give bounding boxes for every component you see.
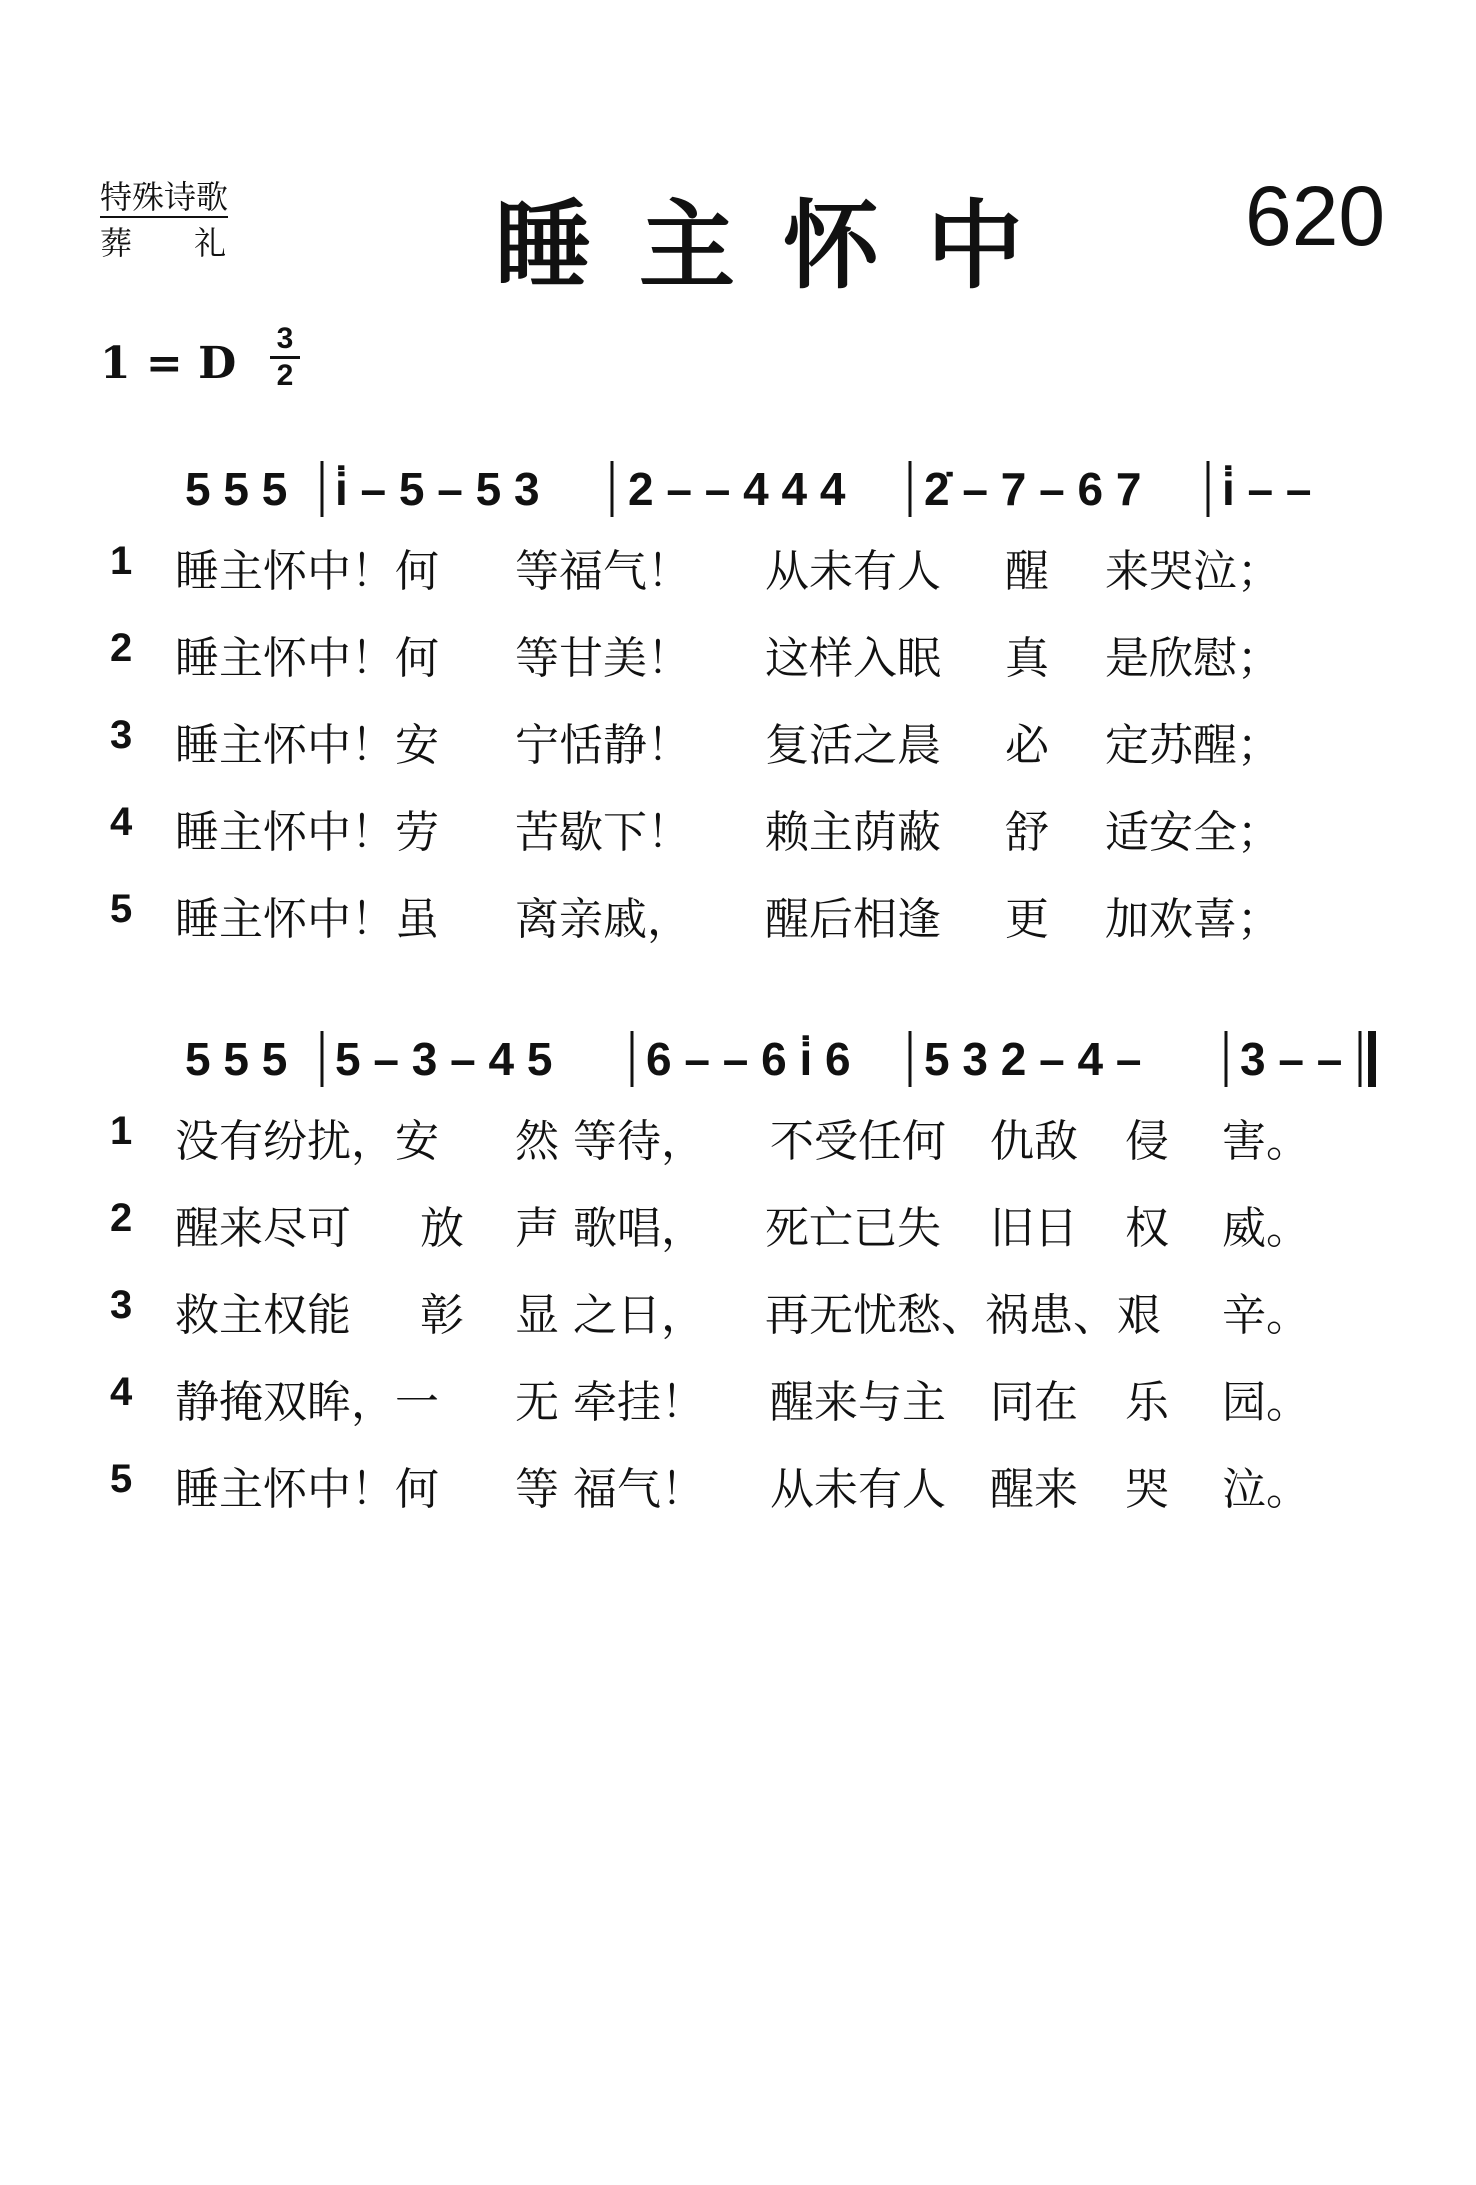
verse-line (0, 883, 1476, 953)
verse-number: 4 (110, 800, 133, 844)
lyric-segment: 定苏醒； (1105, 720, 1281, 771)
lyric-segment: 乐 (1125, 1377, 1169, 1428)
lyric-segment: 辛。 (1222, 1290, 1310, 1341)
lyric-segment: 从未有人 (765, 546, 941, 597)
lyric-segment: 同在 (990, 1377, 1078, 1428)
verse-number: 5 (110, 887, 133, 931)
lyric-segment: 睡主怀中！何 (175, 546, 439, 597)
lyric-segment: 旧日 (990, 1203, 1078, 1254)
category-label: 特殊诗歌 (100, 178, 229, 216)
lyric-segment: 更 (1005, 894, 1049, 945)
lyric-segment: 适安全； (1105, 807, 1281, 858)
verse-line (0, 1366, 1476, 1436)
lyric-segment: 无 牵挂！ (515, 1377, 705, 1428)
lyric-segment: 醒来 (990, 1464, 1078, 1515)
verse-number: 5 (110, 1457, 133, 1501)
lyric-segment: 这样入眠 (765, 633, 941, 684)
verse-number: 3 (110, 1283, 133, 1327)
lyric-segment: 声 歌唱， (515, 1203, 705, 1254)
lyric-segment: 离亲戚， (515, 894, 691, 945)
lyric-segment: 宁恬静！ (515, 720, 691, 771)
lyric-segment: 醒后相逢 (765, 894, 941, 945)
lyric-segment: 等福气！ (515, 546, 691, 597)
lyric-segment: 然 等待， (515, 1116, 705, 1167)
lyric-segment: 放 (420, 1203, 464, 1254)
time-signature-bottom: 2 (276, 359, 294, 392)
lyric-segment: 哭 (1125, 1464, 1169, 1515)
final-barline-thick (1368, 1031, 1376, 1087)
lyric-segment: 舒 (1005, 807, 1049, 858)
lyric-segment: 真 (1005, 633, 1049, 684)
barlines (0, 455, 1476, 525)
lyric-segment: 静掩双眸，一 (175, 1377, 439, 1428)
lyric-segment: 醒 (1005, 546, 1049, 597)
lyric-segment: 权 (1125, 1203, 1169, 1254)
verse-number: 3 (110, 713, 133, 757)
measure: 2̇ – 7 – 6 7 (924, 463, 1142, 515)
lyric-segment: 睡主怀中！何 (175, 633, 439, 684)
lyric-segment: 等 福气！ (515, 1464, 705, 1515)
verse-line (0, 709, 1476, 779)
subcategory-label: 葬 礼 (100, 224, 253, 262)
lyric-segment: 从未有人 (770, 1464, 946, 1515)
lyric-segment: 睡主怀中！虽 (175, 894, 439, 945)
measure: 3 – – (1240, 1033, 1343, 1085)
lyric-segment: 死亡已失 (765, 1203, 941, 1254)
time-signature-top: 3 (270, 322, 300, 359)
measure: 5 5 5 (185, 1033, 288, 1085)
measure: i̇ – – (1222, 463, 1312, 515)
lyric-segment: 仇敌 (990, 1116, 1078, 1167)
verse-line (0, 796, 1476, 866)
lyric-segment: 醒来尽可 (175, 1203, 351, 1254)
verse-number: 2 (110, 626, 133, 670)
lyric-segment: 园。 (1222, 1377, 1310, 1428)
verse-line (0, 622, 1476, 692)
lyric-segment: 赖主荫蔽 (765, 807, 941, 858)
time-signature (270, 322, 300, 393)
lyric-segment: 加欢喜； (1105, 894, 1281, 945)
lyric-segment: 彰 (420, 1290, 464, 1341)
verse-number: 1 (110, 1109, 133, 1153)
hymn-number: 620 (1245, 169, 1386, 263)
lyric-segment: 威。 (1222, 1203, 1310, 1254)
verse-line (0, 1279, 1476, 1349)
barlines (0, 1025, 1476, 1095)
lyric-segment: 醒来与主 (770, 1377, 946, 1428)
verse-line (0, 1453, 1476, 1523)
lyric-segment: 睡主怀中！安 (175, 720, 439, 771)
measure: 5 5 5 (185, 463, 288, 515)
measure: 6 – – 6 i̇ 6 (646, 1033, 851, 1085)
lyric-segment: 不受任何 (770, 1116, 946, 1167)
lyric-segment: 没有纷扰，安 (175, 1116, 439, 1167)
lyric-segment: 睡主怀中！劳 (175, 807, 439, 858)
lyric-segment: 再无忧愁、祸患、艰 (765, 1290, 1161, 1341)
measure: 5 3 2 – 4 – (924, 1033, 1142, 1085)
lyric-segment: 泣。 (1222, 1464, 1310, 1515)
measure: 2 – – 4 4 4 (628, 463, 846, 515)
lyric-segment: 来哭泣； (1105, 546, 1281, 597)
measure: 5 – 3 – 4 5 (335, 1033, 553, 1085)
hymn-title: 睡主怀中 (495, 190, 1071, 302)
key-signature: 1 = D (100, 338, 237, 389)
lyric-segment: 必 (1005, 720, 1049, 771)
verse-number: 2 (110, 1196, 133, 1240)
verse-line (0, 1192, 1476, 1262)
verse-number: 4 (110, 1370, 133, 1414)
lyric-segment: 侵 (1125, 1116, 1169, 1167)
verse-line (0, 1105, 1476, 1175)
lyric-segment: 苦歇下！ (515, 807, 691, 858)
measure: i̇ – 5 – 5 3 (335, 463, 540, 515)
lyric-segment: 等甘美！ (515, 633, 691, 684)
lyric-segment: 睡主怀中！何 (175, 1464, 439, 1515)
lyric-segment: 是欣慰； (1105, 633, 1281, 684)
lyric-segment: 救主权能 (175, 1290, 351, 1341)
lyric-segment: 害。 (1222, 1116, 1310, 1167)
verse-number: 1 (110, 539, 133, 583)
lyric-segment: 显 之日， (515, 1290, 705, 1341)
lyric-segment: 复活之晨 (765, 720, 941, 771)
verse-line (0, 535, 1476, 605)
